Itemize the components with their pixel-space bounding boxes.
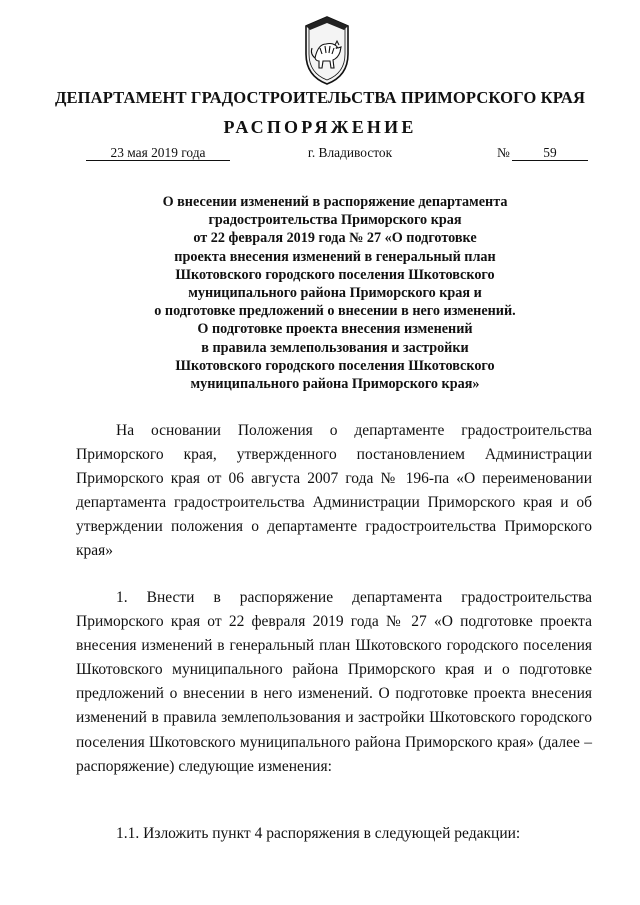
document-subject bbox=[100, 193, 570, 393]
body-line: изменений в правила землепользования и застройки Шкотовского городского bbox=[76, 709, 592, 727]
subject-line: от 22 февраля 2019 года № 27 «О подготовке bbox=[193, 230, 477, 247]
department-title: ДЕПАРТАМЕНТ ГРАДОСТРОИТЕЛЬСТВА ПРИМОРСКОГО КРАЯ bbox=[54, 88, 586, 107]
subject-line: О подготовке проекта внесения изменений bbox=[197, 321, 473, 338]
body-line: распоряжение) следующие изменения: bbox=[76, 757, 332, 775]
subject-line: муниципального района Приморского края» bbox=[190, 376, 480, 393]
subject-line: градостроительства Приморского края bbox=[208, 212, 462, 229]
body-line: Приморского края от 22 февраля 2019 года № 27 «О подготовке проекта bbox=[76, 613, 592, 631]
document-type: РАСПОРЯЖЕНИЕ bbox=[223, 117, 417, 137]
body-line: предложений о внесении в него изменений. О подготовке проекта внесения bbox=[76, 685, 592, 703]
body-line: Приморского края от 06 августа 2007 года № 196-па «О переименовании bbox=[76, 470, 592, 488]
body-line: Приморского края, утвержденного постановлением Администрации bbox=[76, 446, 592, 464]
body-line: утверждении положения о департаменте градостроительства Приморского bbox=[76, 518, 592, 536]
body-line: края» bbox=[76, 542, 114, 560]
subject-line: о подготовке предложений о внесении в него изменений. bbox=[154, 303, 516, 320]
subject-line: в правила землепользования и застройки bbox=[201, 339, 469, 356]
subject-line: О внесении изменений в распоряжение департамента bbox=[162, 194, 508, 210]
body-line: 1. Внести в распоряжение департамента градостроительства bbox=[116, 589, 592, 606]
item-1-1-paragraph bbox=[76, 822, 592, 846]
subject-line: проекта внесения изменений в генеральный план bbox=[174, 248, 496, 265]
body-line: департамента градостроительства Администрации Приморского края и об bbox=[76, 494, 592, 512]
coat-of-arms-icon bbox=[298, 14, 356, 86]
body-line: 1.1. Изложить пункт 4 распоряжения в следующей редакции: bbox=[116, 825, 521, 842]
body-line: Шкотовского муниципального района Приморского края и о подготовке bbox=[76, 661, 592, 679]
document-date: 23 мая 2019 года bbox=[86, 145, 230, 161]
preamble-paragraph bbox=[76, 419, 592, 564]
subject-line: муниципального района Приморского края и bbox=[188, 285, 482, 302]
subject-line: Шкотовского городского поселения Шкотовского bbox=[175, 357, 495, 374]
body-line: На основании Положения о департаменте градостроительства bbox=[116, 422, 592, 439]
document-number: 59 bbox=[512, 145, 588, 161]
subject-line: Шкотовского городского поселения Шкотовского bbox=[175, 266, 495, 283]
body-line: поселения Шкотовского муниципального района Приморского края» (далее – bbox=[76, 733, 592, 751]
document-number-label: № bbox=[497, 145, 510, 160]
item-1-paragraph bbox=[76, 586, 592, 779]
document-city: г. Владивосток bbox=[307, 145, 393, 160]
body-line: внесения изменений в генеральный план Шкотовского городского поселения bbox=[76, 637, 592, 655]
